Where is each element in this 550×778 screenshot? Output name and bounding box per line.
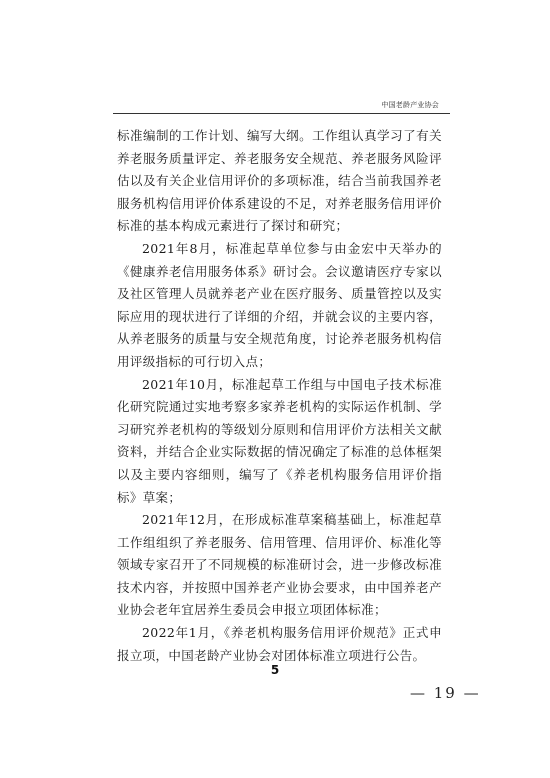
header-organization: 中国老龄产业协会 bbox=[381, 101, 439, 109]
inner-page-number: 5 bbox=[270, 663, 280, 677]
paragraph-2: 2021年8月，标准起草单位参与由金宏中天举办的《健康养老信用服务体系》研讨会。会议邀请医疗专家以及社区管理人员就养老产业在医疗服务、质量管控以及实际应用的现状进行了详细的介绍，并就会议的主要内容，从养老服务的质量与安全规范角度，讨论养老服务机构信用评级指标的可行切入点； bbox=[117, 240, 442, 369]
header-divider bbox=[113, 113, 450, 114]
document-body bbox=[117, 125, 442, 667]
paragraph-1: 标准编制的工作计划、编写大纲。工作组认真学习了有关养老服务质量评定、养老服务安全规范、养老服务风险评估以及有关企业信用评价的多项标准，结合当前我国养老服务机构信用评价体系建设的不足，对养老服务信用评价标准的基本构成元素进行了探讨和研究； bbox=[117, 128, 442, 234]
paragraph-4: 2021年12月，在形成标准草案稿基础上，标准起草工作组组织了养老服务、信用管理、信用评价、标准化等领域专家召开了不同规模的标准研讨会，进一步修改标准技术内容，并按照中国养老产业协会要求，由中国养老产业协会老年宜居养生委员会申报立项团体标准； bbox=[117, 512, 442, 618]
paragraph-5: 2022年1月，《养老机构服务信用评价规范》正式申报立项，中国老龄产业协会对团体标准立项进行公告。 bbox=[117, 625, 442, 663]
paragraph-3: 2021年10月，标准起草工作组与中国电子技术标准化研究院通过实地考察多家养老机构的实际运作机制、学习研究养老机构的等级划分原则和信用评价方法相关文献资料，并结合企业实际数据的情况确定了标准的总体框架以及主要内容细则，编写了《养老机构服务信用评价指标》草案； bbox=[117, 376, 442, 505]
outer-page-number: — 19 — bbox=[410, 684, 481, 702]
